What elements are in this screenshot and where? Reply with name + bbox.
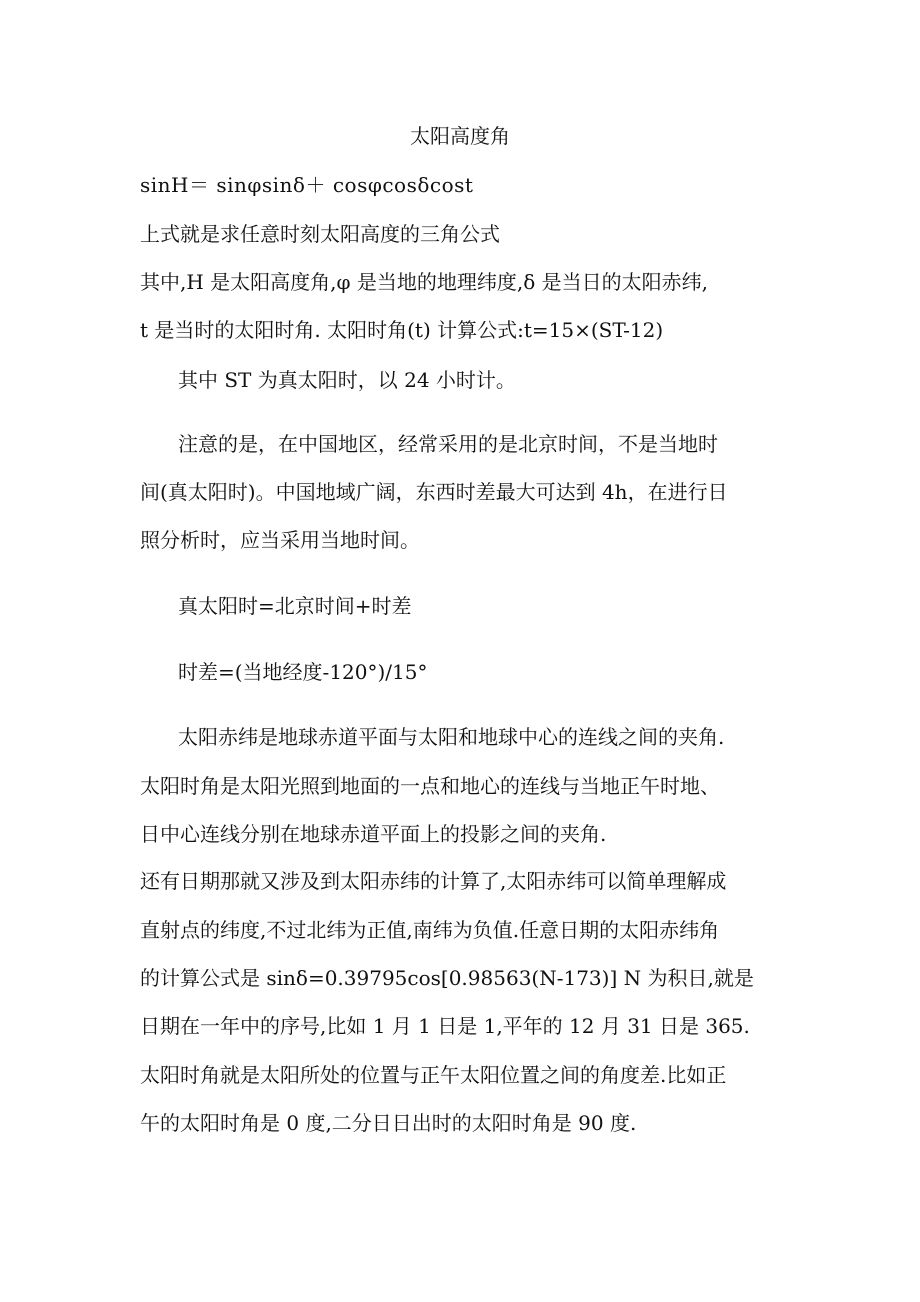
text-line: 其中 ST 为真太阳时，以 24 小时计。 <box>178 368 516 392</box>
text-line: 太阳时角就是太阳所处的位置与正午太阳位置之间的角度差.比如正 <box>140 1063 727 1087</box>
text-line: 时差=(当地经度-120°)/15° <box>178 660 428 684</box>
text-line: t 是当时的太阳时角. 太阳时角(t) 计算公式:t=15×(ST-12) <box>140 318 664 342</box>
text-line: 太阳赤纬是地球赤道平面与太阳和地球中心的连线之间的夹角. <box>178 725 725 749</box>
text-line: 真太阳时=北京时间+时差 <box>178 594 412 618</box>
text-line: 注意的是，在中国地区，经常采用的是北京时间，不是当地时 <box>178 432 718 456</box>
text-line: 午的太阳时角是 0 度,二分日日出时的太阳时角是 90 度. <box>140 1111 637 1135</box>
text-line: 上式就是求任意时刻太阳高度的三角公式 <box>140 222 500 246</box>
text-line: 还有日期那就又涉及到太阳赤纬的计算了,太阳赤纬可以简单理解成 <box>140 869 727 893</box>
formula-line: sinH＝ sinφsinδ＋ cosφcosδcost <box>140 173 474 197</box>
text-line: 直射点的纬度,不过北纬为正值,南纬为负值.任意日期的太阳赤纬角 <box>140 918 720 942</box>
text-line: 太阳时角是太阳光照到地面的一点和地心的连线与当地正午时地、 <box>140 774 720 798</box>
text-line: 照分析时，应当采用当地时间。 <box>140 528 420 552</box>
document-title: 太阳高度角 <box>410 124 510 148</box>
text-line: 日中心连线分别在地球赤道平面上的投影之间的夹角. <box>140 822 607 846</box>
text-line: 间(真太阳时)。中国地域广阔，东西时差最大可达到 4h，在进行日 <box>140 480 728 504</box>
text-line: 日期在一年中的序号,比如 1 月 1 日是 1,平年的 12 月 31 日是 365. <box>140 1014 750 1038</box>
text-line: 其中,H 是太阳高度角,φ 是当地的地理纬度,δ 是当日的太阳赤纬, <box>140 270 708 294</box>
text-line: 的计算公式是 sinδ=0.39795cos[0.98563(N-173)] N 为积日,就是 <box>140 966 754 990</box>
